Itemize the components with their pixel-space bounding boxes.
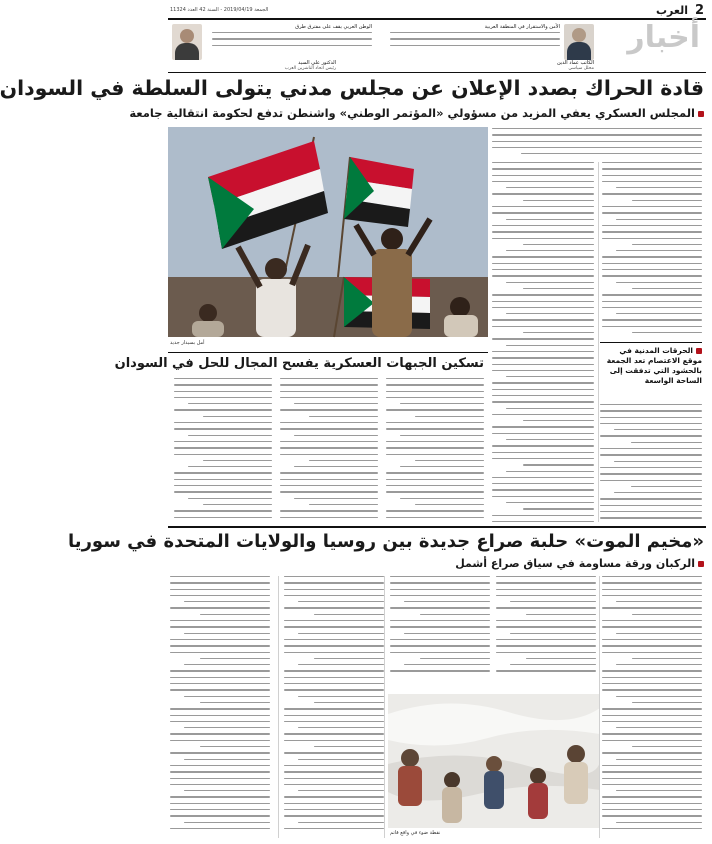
syria-photo bbox=[388, 694, 600, 828]
syria-column-5 bbox=[170, 576, 270, 838]
column-divider bbox=[384, 576, 385, 838]
lead-headline: قادة الحراك بصدد الإعلان عن مجلس مدني يتولى السلطة في السودان bbox=[0, 76, 704, 100]
masthead bbox=[162, 4, 712, 18]
lead-photo bbox=[168, 127, 488, 337]
column-text bbox=[212, 32, 372, 48]
syria-photo-caption: نقطة ضوء في واقع قاتم bbox=[390, 830, 441, 836]
bullet-icon bbox=[698, 111, 704, 117]
syria-subtitle-text: الركبان ورقة مساومة في سياق صراع أشمل bbox=[455, 557, 695, 570]
column-divider bbox=[278, 576, 279, 838]
lead-column-b bbox=[492, 162, 594, 522]
protest-photo bbox=[168, 127, 488, 337]
photo-caption: أمل بسيدار جديد bbox=[170, 340, 205, 346]
column-author-title: رئيس اتحاد الناشرين العرب bbox=[284, 66, 336, 71]
bullet-icon bbox=[698, 561, 704, 567]
section-label: أخبار bbox=[627, 20, 700, 55]
sidebar-title-text: الحرقات المدنية في موقع الاعتصام تعد الجمعة بالحشود التي تدفقت إلى الساحة الواسعة bbox=[606, 346, 702, 385]
column-text bbox=[390, 32, 560, 48]
lead-column-a bbox=[602, 162, 702, 337]
second-story bbox=[114, 352, 488, 522]
sidebar-title bbox=[600, 346, 702, 386]
sidebar-rule bbox=[600, 342, 702, 343]
column-divider bbox=[598, 162, 599, 522]
brand-name: العرب bbox=[655, 4, 688, 17]
second-column-3 bbox=[174, 378, 272, 522]
syria-headline: «مخيم الموت» حلبة صراع جديدة بين روسيا والولايات المتحدة في سوريا bbox=[68, 531, 704, 552]
second-column-2 bbox=[280, 378, 378, 522]
lead-subtitle-text: المجلس العسكري يعفي المزيد من مسؤولي «المؤتمر الوطني» واشنطن تدفع لحكومة انتقالية جامعة bbox=[129, 106, 695, 120]
top-column-2 bbox=[172, 22, 372, 70]
syria-column-3 bbox=[390, 576, 490, 686]
avatar bbox=[564, 24, 594, 60]
sidebar-text bbox=[600, 404, 702, 522]
camp-photo bbox=[388, 694, 600, 828]
column-author: الكاتب عماد الدين bbox=[556, 60, 594, 66]
syria-subheadline bbox=[404, 557, 704, 570]
syria-column-1 bbox=[602, 576, 702, 838]
issue-line: الجمعة 2019/04/19 - السنة 42 العدد 11324 bbox=[170, 7, 269, 13]
lead-subheadline bbox=[129, 106, 704, 120]
column-divider bbox=[599, 576, 600, 838]
lead-sidebar bbox=[600, 342, 702, 522]
bullet-icon bbox=[696, 348, 702, 354]
lead-intro-text bbox=[492, 128, 702, 158]
column-snippet: الوطن العربي يقف على مفترق طرق bbox=[295, 24, 372, 30]
column-snippet: الأمن والاستقرار في المنطقة العربية bbox=[484, 24, 560, 30]
masthead-rule bbox=[168, 18, 706, 20]
second-column-1 bbox=[386, 378, 484, 522]
top-column-1 bbox=[384, 22, 594, 70]
syria-column-4 bbox=[284, 576, 384, 838]
column-author: الدكتور علي السيد bbox=[298, 60, 336, 66]
column-author-title: محلل سياسي bbox=[568, 66, 594, 71]
second-headline: تسكين الجبهات العسكرية يفسح المجال للحل في السودان bbox=[114, 356, 484, 371]
avatar bbox=[172, 24, 202, 60]
page-number: 2 bbox=[694, 3, 704, 18]
syria-column-2 bbox=[496, 576, 596, 686]
syria-rule bbox=[168, 526, 706, 528]
second-story-rule bbox=[168, 352, 488, 353]
divider bbox=[168, 72, 706, 73]
